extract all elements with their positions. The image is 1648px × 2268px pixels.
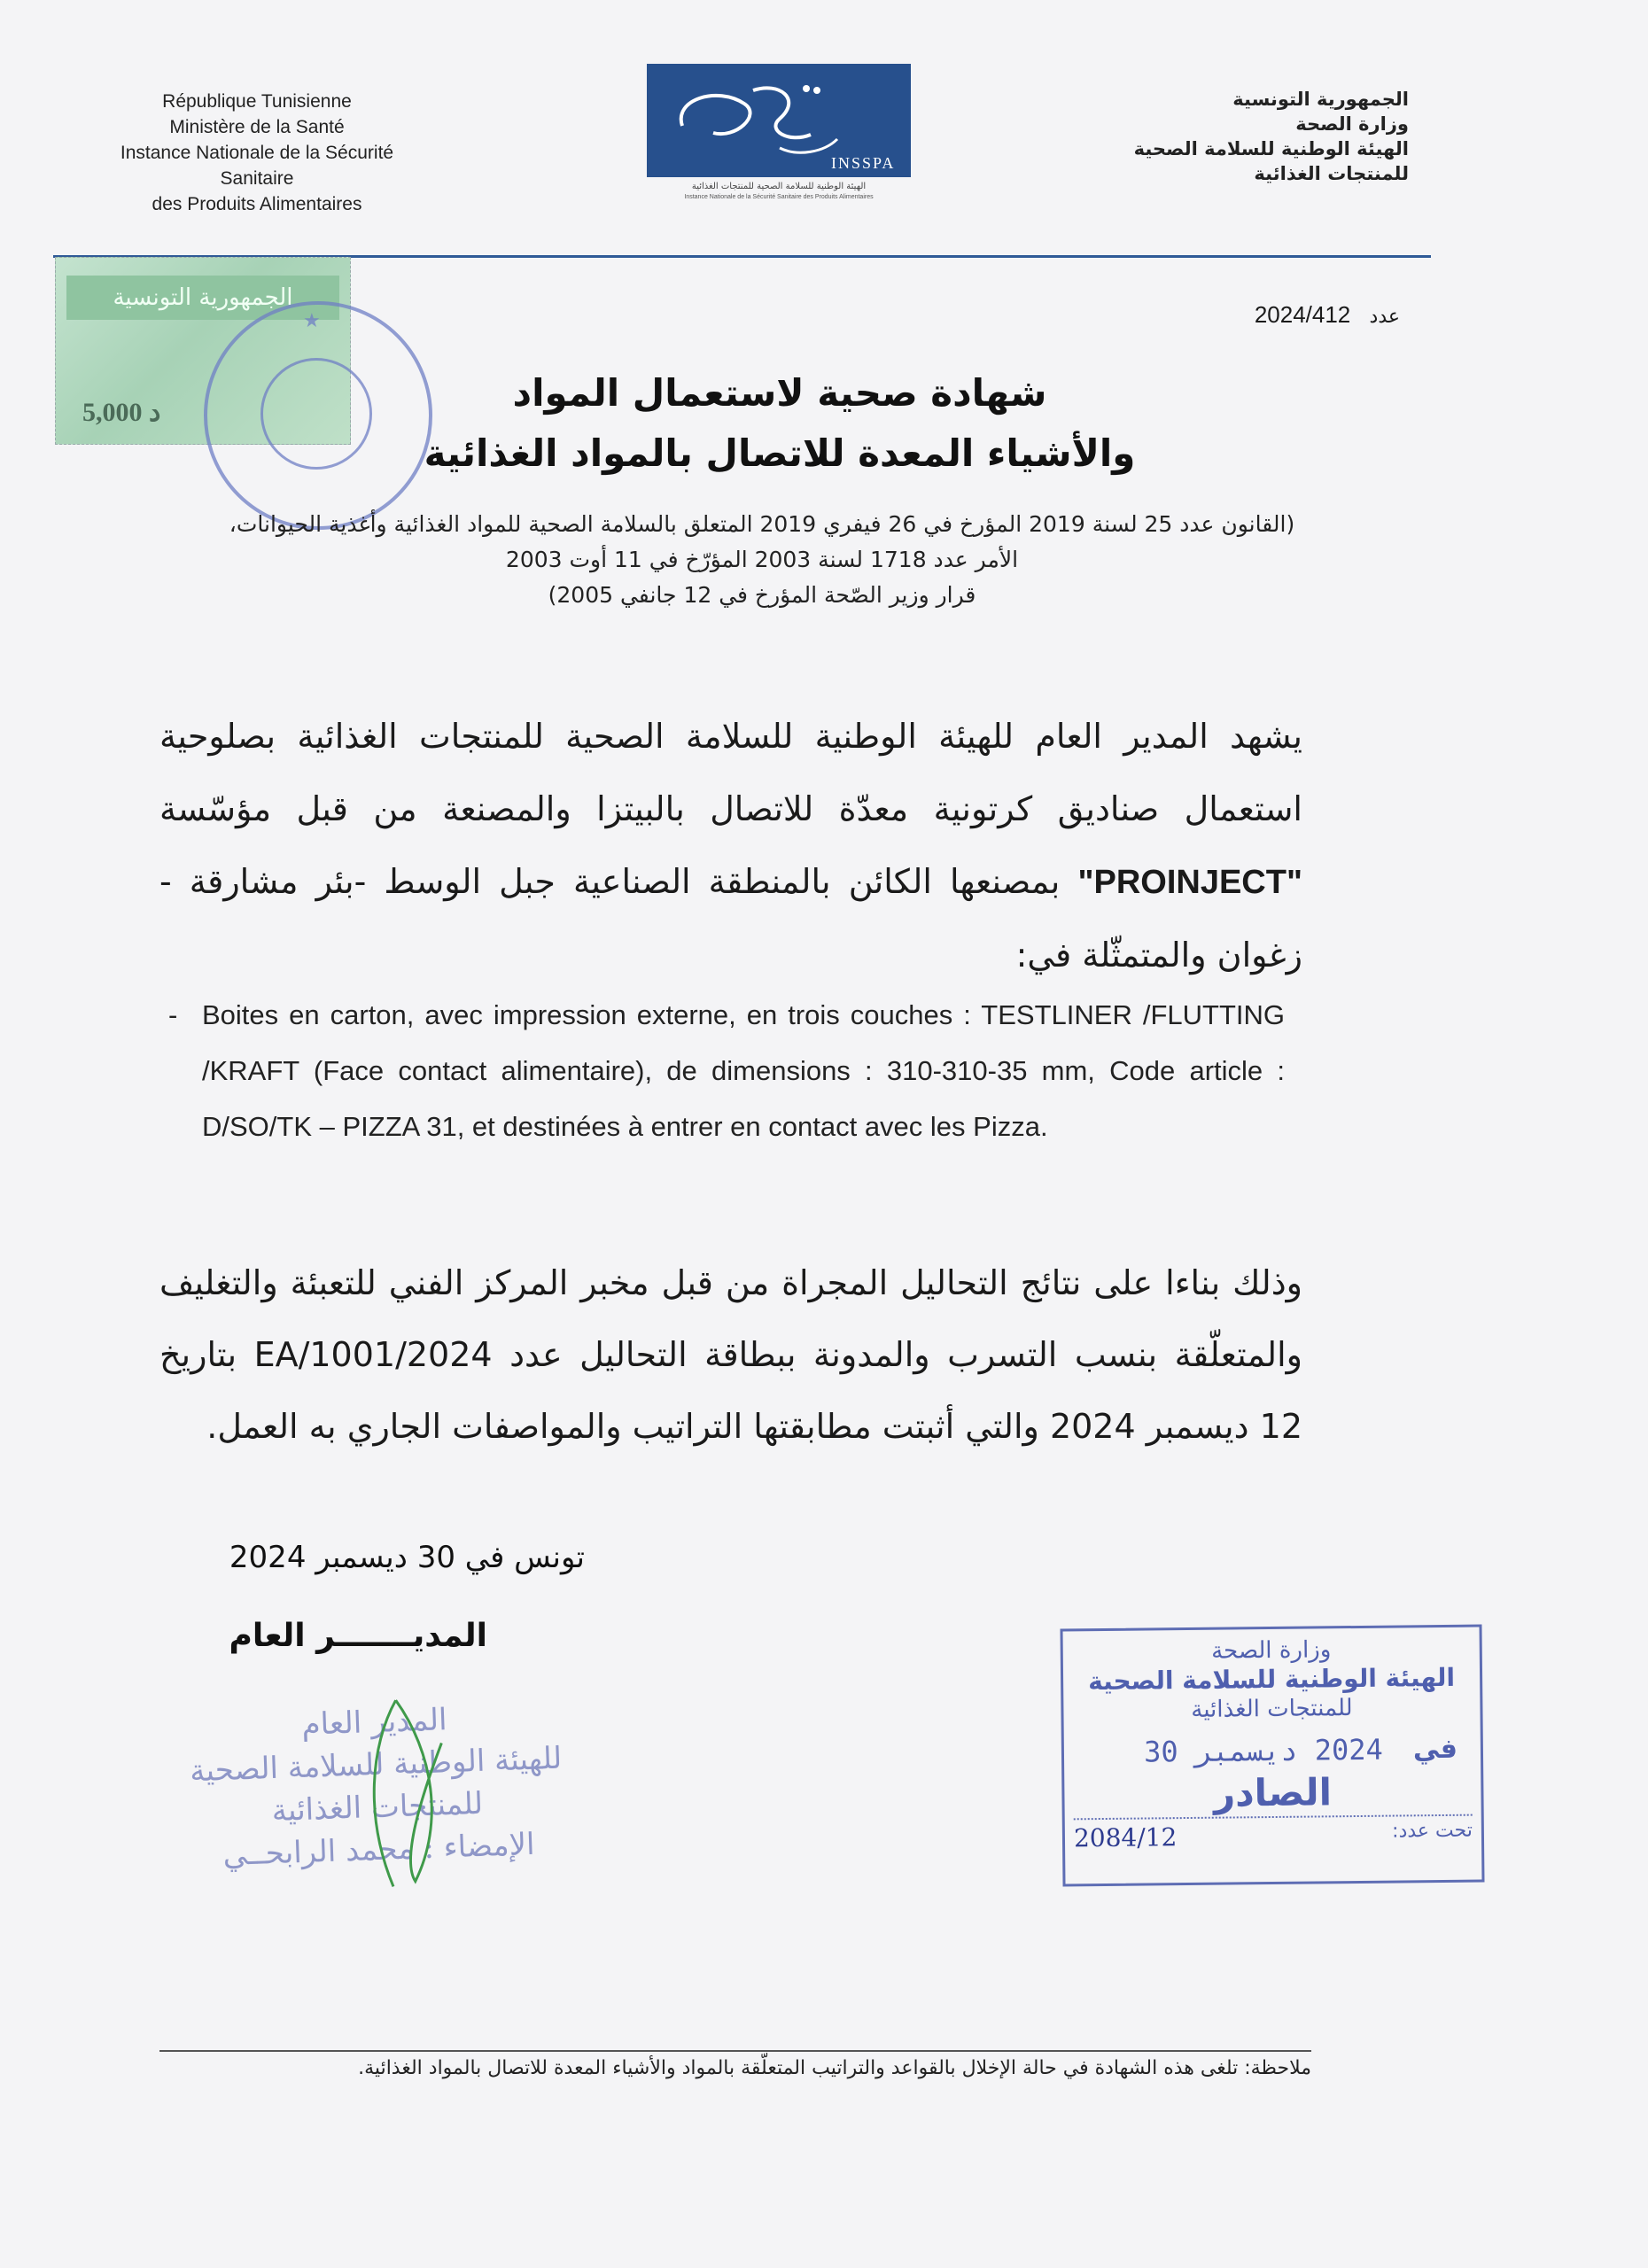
item-dash: - bbox=[168, 999, 178, 1030]
title-line-1: شهادة صحية لاستعمال المواد bbox=[512, 371, 1047, 415]
reference-value: 2024/412 bbox=[1254, 301, 1351, 328]
stamp-number-label: تحت عدد: bbox=[1391, 1819, 1473, 1843]
product-description: Boites en carton, avec impression externe, en trois couches : TESTLINER /FLUTTING /KRAFT (Face contact alimentaire), de dimensions : 310-310-35 mm, Code article : D/SO/TK – PIZZA 31, et destinées à entrer en contact avec les Pizza. bbox=[202, 999, 1285, 1142]
legal-line-3: قرار وزير الصّحة المؤرخ في 12 جانفي 2005) bbox=[548, 582, 976, 608]
header-fr-line: Instance Nationale de la Sécurité Sanitaire bbox=[120, 143, 394, 189]
stamp-fi: في bbox=[1412, 1733, 1458, 1765]
fiscal-stamp-value: 5,000 د bbox=[82, 398, 161, 427]
certificate-title bbox=[354, 363, 1205, 484]
header-ar-line: الجمهورية التونسية bbox=[1232, 89, 1409, 110]
attestation-text-start: يشهد المدير العام للهيئة الوطنية للسلامة الصحية للمنتجات الغذائية بصلوحية استعمال صناديق كرتونية معدّة للاتصال بالبيتزا والمصنعة من قبل مؤسّسة bbox=[159, 717, 1302, 828]
product-item bbox=[168, 987, 1285, 1154]
header-fr-line: des Produits Alimentaires bbox=[152, 194, 362, 214]
stamp-number-value: 2084/12 bbox=[1073, 1822, 1178, 1853]
logo-calligraphy-icon bbox=[647, 64, 911, 177]
issue-date: تونس في 30 ديسمبر 2024 bbox=[229, 1540, 585, 1575]
logo-caption-fr: Instance Nationale de la Sécurité Sanitaire des Produits Alimentaires bbox=[684, 194, 874, 200]
fiscal-stamp-title: الجمهورية التونسية bbox=[66, 276, 339, 320]
sig-stamp-line: للهيئة الوطنية للسلامة الصحية bbox=[189, 1740, 563, 1790]
handwritten-signature-icon bbox=[333, 1689, 482, 1897]
attestation-text-end: بمصنعها الكائن بالمنطقة الصناعية جبل الوسط -بئر مشارقة - زغوان والمتمثّلة في: bbox=[159, 862, 1302, 975]
reference-label: عدد bbox=[1369, 305, 1400, 327]
stamp-instance-sub: للمنتجات الغذائية bbox=[1191, 1695, 1353, 1723]
header-fr bbox=[89, 89, 425, 217]
logo-mark bbox=[647, 64, 911, 177]
header-ar-line: للمنتجات الغذائية bbox=[1254, 163, 1409, 184]
stamp-date: 2024 ديسمبر 30 bbox=[1143, 1732, 1383, 1769]
insspa-logo bbox=[647, 64, 911, 221]
company-name: "PROINJECT" bbox=[1077, 864, 1302, 901]
sig-stamp-line: للمنتجات الغذائية bbox=[271, 1785, 484, 1829]
header-fr-line: Ministère de la Santé bbox=[169, 117, 345, 137]
footer-divider bbox=[159, 2050, 1311, 2052]
header-ar-line: وزارة الصحة bbox=[1295, 113, 1409, 135]
legal-line-1: (القانون عدد 25 لسنة 2019 المؤرخ في 26 فيفري 2019 المتعلق بالسلامة الصحية للمواد الغذائية وأغذية الحيوانات، bbox=[229, 511, 1295, 537]
legal-line-2: الأمر عدد 1718 لسنة 2003 المؤرّخ في 11 أوت 2003 bbox=[505, 547, 1019, 572]
director-signature-stamp bbox=[113, 1692, 641, 1880]
attestation-paragraph bbox=[159, 700, 1302, 991]
stamp-date-row bbox=[1087, 1732, 1458, 1769]
title-line-2: والأشياء المعدة للاتصال بالمواد الغذائية bbox=[424, 431, 1136, 475]
sig-stamp-line: المدير العام bbox=[300, 1702, 448, 1743]
reference-number bbox=[1196, 301, 1400, 329]
header-fr-line: République Tunisienne bbox=[162, 91, 352, 112]
header-ar-line: الهيئة الوطنية للسلامة الصحية bbox=[1133, 138, 1409, 159]
stamp-number-row bbox=[1074, 1814, 1473, 1853]
director-title: المديـــــــر العام bbox=[229, 1618, 487, 1654]
logo-caption-ar: الهيئة الوطنية للسلامة الصحية للمنتجات الغذائية bbox=[691, 182, 867, 191]
logo-acronym: INSSPA bbox=[831, 154, 896, 172]
seal-star-icon: ★ bbox=[303, 310, 321, 332]
sig-stamp-line: الإمضاء : محمد الرابحــي bbox=[222, 1826, 536, 1874]
stamp-ministry: وزارة الصحة bbox=[1210, 1636, 1332, 1665]
footer-note: ملاحظة: تلغى هذه الشهادة في حالة الإخلال بالقواعد والتراتيب المتعلّقة بالمواد والأشياء المعدة للاتصال بالمواد الغذائية. bbox=[358, 2057, 1311, 2079]
stamp-instance: الهيئة الوطنية للسلامة الصحية bbox=[1088, 1662, 1456, 1697]
analysis-paragraph: وذلك بناءا على نتائج التحاليل المجراة من قبل مخبر المركز الفني للتعبئة والتغليف والمتعلّقة بنسب التسرب والمدونة ببطاقة التحاليل عدد EA/1001/2024 بتاريخ 12 ديسمبر 2024 والتي أثبتت مطابقتها التراتيب والمواصفات الجاري به العمل. bbox=[159, 1263, 1302, 1446]
header-ar bbox=[1116, 87, 1409, 186]
outgoing-stamp bbox=[1060, 1625, 1484, 1887]
stamp-sader: الصادر bbox=[1213, 1770, 1333, 1815]
legal-basis bbox=[133, 507, 1391, 613]
